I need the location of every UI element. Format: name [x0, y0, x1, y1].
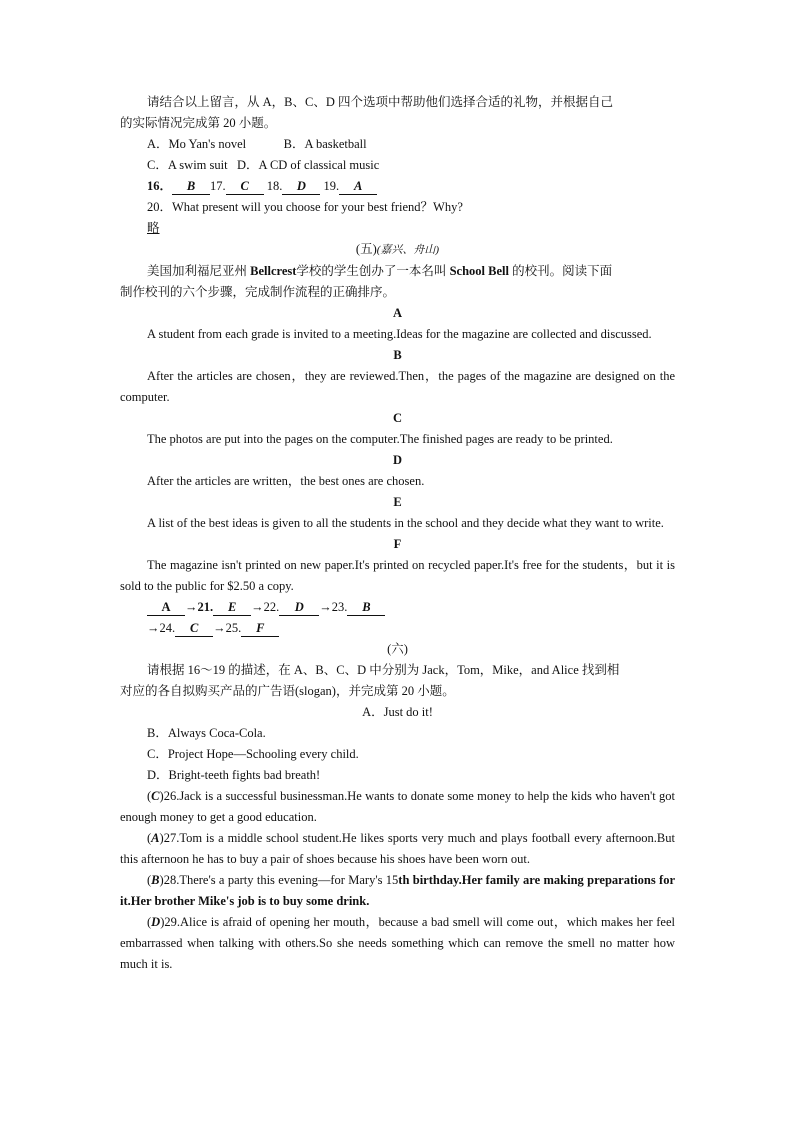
- flow-arrow-22: →22.: [251, 600, 280, 614]
- answers-row: [120, 176, 675, 197]
- answer-25: F: [241, 621, 279, 637]
- question-number: 28.: [163, 873, 180, 887]
- question-28: (B)28.There's a party this evening—for Mary's 15th birthday.Her family are making preparations for it.Her brother Mike's job is to buy some drink.: [120, 873, 675, 908]
- option-a: A．Mo Yan's novel: [147, 137, 247, 151]
- intro-line-2: 的实际情况完成第 20 小题。: [120, 116, 277, 130]
- intro-text: 学校的学生创办了一本名叫: [296, 264, 450, 278]
- q20-answer-line: [120, 218, 675, 239]
- answer-26: C: [151, 789, 160, 803]
- step-c-label: C: [392, 411, 403, 425]
- question-text-bold: th birthday.Her family are making preparations for it.Her brother Mike's job is to buy some drink.: [120, 873, 675, 908]
- flow-arrow-23: →23.: [319, 600, 348, 614]
- section-6-title: (六): [387, 642, 408, 656]
- question-text: Alice is afraid of opening her mouth，because a bad smell will come out，which makes her feel embarrassed when talking with others.So she needs something which can remove the smell no matter how much it is.: [120, 915, 675, 971]
- question-text: Tom is a middle school student.He likes sports very much and plays football every afternoon.But this afternoon he has to buy a pair of shoes because his shoes have been worn out.: [120, 831, 675, 866]
- q20-answer: 略: [147, 221, 160, 235]
- options-row-2: [120, 155, 675, 176]
- answer-27: A: [151, 831, 160, 845]
- step-d-label: D: [392, 453, 403, 467]
- option-b: B．A basketball: [283, 137, 367, 151]
- step-a-text: A student from each grade is invited to a meeting.Ideas for the magazine are collected and discussed.: [147, 327, 652, 341]
- answer-29: D: [151, 915, 161, 929]
- step-a-label: A: [392, 306, 403, 320]
- flow-row-2: [120, 618, 675, 639]
- question-number: 26.: [163, 789, 180, 803]
- flow-row-1: [120, 597, 675, 618]
- intro-text: 的校刊。阅读下面: [508, 264, 613, 278]
- slogan-b: B．Always Coca-Cola.: [147, 726, 266, 740]
- option-c: C．A swim suit: [147, 158, 228, 172]
- q20-question: 20．What present will you choose for your best friend？Why?: [147, 200, 463, 214]
- flow-first: A: [147, 600, 185, 616]
- q18-label: 18.: [266, 179, 283, 193]
- flow-arrow-24: →24.: [147, 621, 176, 635]
- step-c-text: The photos are put into the pages on the computer.The finished pages are ready to be printed.: [147, 432, 613, 446]
- question-number: 27.: [163, 831, 180, 845]
- question-text: There's a party this evening—for Mary's 15: [179, 873, 399, 887]
- question-29: (D)29.Alice is afraid of opening her mouth，because a bad smell will come out，which makes her feel embarrassed when talking with others.So she needs something which can remove the smell no matter how much it is.: [120, 915, 675, 971]
- section-6-intro-2: 对应的各自拟购买产品的广告语(slogan)，并完成第 20 小题。: [120, 684, 455, 698]
- step-b-text: After the articles are chosen，they are reviewed.Then，the pages of the magazine are designed on the computer.: [120, 369, 675, 404]
- q16-label: 16．: [147, 179, 173, 193]
- answer-24: C: [175, 621, 213, 637]
- section-5-title: (五): [355, 242, 377, 256]
- section-5-intro-2: 制作校刊的六个步骤，完成制作流程的正确排序。: [120, 285, 396, 299]
- answer-23: B: [347, 600, 385, 616]
- step-f-text: The magazine isn't printed on new paper.It's printed on recycled paper.It's free for the students，but it is sold to the public for $2.50 a copy.: [120, 558, 675, 593]
- intro-text: 美国加利福尼亚州: [147, 264, 251, 278]
- step-b-label: B: [393, 348, 402, 362]
- step-e-text: A list of the best ideas is given to all the students in the school and they decide what they want to write.: [147, 516, 664, 530]
- section-6-intro-1: 请根据 16～19 的描述，在 A、B、C、D 中分别为 Jack，Tom，Mike，and Alice 找到相: [147, 663, 620, 677]
- magazine-name: School Bell: [449, 264, 509, 278]
- school-name: Bellcrest: [250, 264, 297, 278]
- answer-17: C: [226, 179, 264, 195]
- flow-arrow-21: →21.: [185, 600, 214, 614]
- answer-18: D: [282, 179, 320, 195]
- document-page: [120, 92, 675, 975]
- question-26: (C)26.Jack is a successful businessman.He wants to donate some money to help the kids who haven't got enough money to get a good education.: [120, 789, 675, 824]
- section-5-heading: [120, 239, 675, 261]
- answer-19: A: [339, 179, 377, 195]
- answer-22: D: [279, 600, 319, 616]
- q17-label: 17.: [210, 179, 226, 193]
- slogan-a: A．Just do it!: [362, 705, 433, 719]
- step-d-text: After the articles are written，the best ones are chosen.: [147, 474, 425, 488]
- answer-28: B: [151, 873, 160, 887]
- q19-label: 19.: [323, 179, 340, 193]
- flow-arrow-25: →25.: [213, 621, 242, 635]
- answer-21: E: [213, 600, 251, 616]
- section-5-intro-1: [120, 261, 675, 282]
- option-d: D．A CD of classical music: [236, 158, 380, 172]
- section-5-place: (嘉兴、舟山): [376, 244, 440, 256]
- options-row-1: [120, 134, 675, 155]
- answer-16: B: [172, 179, 210, 195]
- slogan-c: C．Project Hope—Schooling every child.: [147, 747, 359, 761]
- step-f-label: F: [393, 537, 402, 551]
- step-e-label: E: [393, 495, 402, 509]
- question-text: Jack is a successful businessman.He wants to donate some money to help the kids who haven't got enough money to get a good education.: [120, 789, 675, 824]
- slogan-d: D．Bright-teeth fights bad breath!: [147, 768, 321, 782]
- intro-line-1: 请结合以上留言，从 A，B、C、D 四个选项中帮助他们选择合适的礼物，并根据自己: [147, 95, 613, 109]
- question-number: 29.: [164, 915, 180, 929]
- question-27: (A)27.Tom is a middle school student.He likes sports very much and plays football every afternoon.But this afternoon he has to buy a pair of shoes because his shoes have been worn out.: [120, 831, 675, 866]
